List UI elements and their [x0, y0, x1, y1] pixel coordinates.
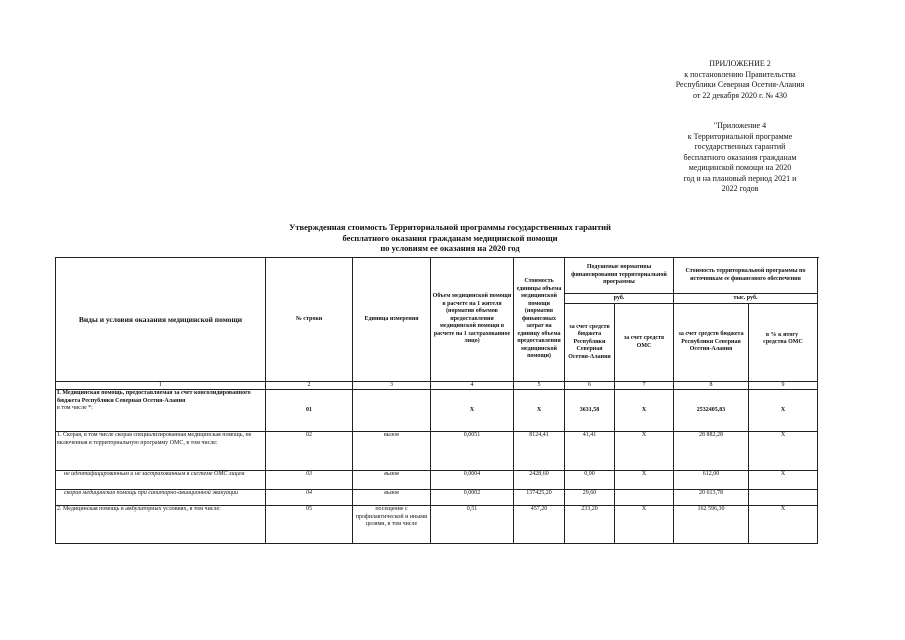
header-cost-program: Стоимость территориальной программы по источникам ее финансового обеспечения: [674, 258, 818, 294]
column-number: 3: [353, 382, 431, 390]
row-unit: вызов: [353, 432, 431, 471]
row-unit: [353, 390, 431, 432]
row-oms: X: [615, 390, 674, 432]
appendix-4-line: медицинской помощи на 2020: [688, 163, 792, 172]
row-volume: 0,0004: [431, 471, 514, 490]
header-volume: Объем медицинской помощи в расчете на 1 жителя (норматив объемов предоставления медицинской помощи в расчете на 1 застрахованное лицо): [431, 258, 514, 382]
appendix-4-line: год и на плановый период 2021 и: [683, 173, 797, 183]
row-budget-total: 28 882,28: [674, 432, 749, 471]
table-row: [56, 490, 818, 506]
row-budget: 0,90: [565, 471, 615, 490]
header-oms-funds: за счет средств ОМС: [615, 304, 674, 382]
row-budget: 29,60: [565, 490, 615, 506]
row-name: 2. Медицинская помощь в амбулаторных условиях, в том числе:: [56, 506, 266, 544]
appendix-4-line: государственных гарантий: [694, 142, 786, 151]
appendix-2-block: [640, 59, 840, 101]
column-number: 2: [266, 382, 353, 390]
title-line: Утвержденная стоимость Территориальной программы государственных гарантий: [289, 222, 611, 232]
row-budget: 41,41: [565, 432, 615, 471]
row-unit: вызов: [353, 490, 431, 506]
table-header-row: [56, 258, 818, 294]
table-row: [56, 506, 818, 544]
row-no: 01: [266, 390, 353, 432]
appendix-4-block: [640, 121, 840, 195]
row-volume: X: [431, 390, 514, 432]
row-oms-total: [749, 490, 818, 506]
header-thous-rub: тыс. руб.: [674, 294, 818, 304]
column-number: 6: [565, 382, 615, 390]
header-per-capita: Подушевые нормативы финансирования территориальной программы: [565, 258, 674, 294]
appendix-4-line: бесплатного оказания гражданам: [683, 152, 797, 162]
header-row-no: № строки: [266, 258, 353, 382]
header-kind: Виды и условия оказания медицинской помощи: [56, 258, 266, 382]
column-number: 8: [674, 382, 749, 390]
row-no: 04: [266, 490, 353, 506]
row-budget-total: 162 596,30: [674, 506, 749, 544]
row-cost: X: [514, 390, 565, 432]
row-budget: 3631,58: [565, 390, 615, 432]
header-rub: руб.: [565, 294, 674, 304]
row-volume: 0,0051: [431, 432, 514, 471]
row-no: 02: [266, 432, 353, 471]
row-no: 03: [266, 471, 353, 490]
header-oms-total: средства ОМС: [749, 304, 818, 382]
cost-table: [55, 257, 818, 544]
table-row: [56, 471, 818, 490]
row-oms-total: X: [749, 506, 818, 544]
column-numbers-row: [56, 382, 818, 390]
header-cost-unit: Стоимость единицы объема медицинской помощи (норматив финансовых затрат на единицу объема предоставления медицинской помощи): [514, 258, 565, 382]
header-percent: в % к итогу: [765, 332, 799, 338]
row-name: скорая медицинская помощь при санитарно-авиационной эвакуации: [56, 490, 266, 506]
row-name: [56, 390, 266, 432]
row-name: не идентифицированным и не застрахованным в системе ОМС лицам: [56, 471, 266, 490]
column-number: 7: [615, 382, 674, 390]
row-oms: X: [615, 506, 674, 544]
appendix-2-line: к постановлению Правительства: [684, 69, 796, 79]
row-oms-total: X: [749, 390, 818, 432]
title-line: по условиям ее оказания на 2020 год: [380, 243, 520, 253]
row-unit: посещение с профилактической и иными целями, в том числе: [353, 506, 431, 544]
header-budget: за счет средств бюджета Республики Северная Осетия-Алания: [565, 304, 615, 382]
appendix-2-line: от 22 декабря 2020 г. № 430: [692, 90, 788, 100]
row-name-main: I. Медицинская помощь, предоставляемая за счет консолидированного бюджета Республики Северная Осетия-Алания: [57, 390, 251, 404]
appendix-4-line: к Территориальной программе: [687, 131, 793, 141]
row-budget-total: 612,00: [674, 471, 749, 490]
row-budget-total: 2532405,83: [674, 390, 749, 432]
appendix-2-title: ПРИЛОЖЕНИЕ 2: [709, 59, 771, 68]
row-volume: 0,0002: [431, 490, 514, 506]
appendix-4-line: "Приложение 4: [713, 121, 767, 130]
row-volume: 0,51: [431, 506, 514, 544]
row-name: 1. Скорая, в том числе скорая специализированная медицинская помощь, не включенная в территориальную программу ОМС, в том числе:: [56, 432, 266, 471]
column-number: 9: [749, 382, 818, 390]
row-cost: 137425,20: [514, 490, 565, 506]
row-no: 05: [266, 506, 353, 544]
appendix-4-line: 2022 годов: [721, 184, 759, 193]
document-title: [210, 222, 690, 254]
table-row: [56, 390, 818, 432]
row-oms-total: X: [749, 432, 818, 471]
appendix-2-line: Республики Северная Осетия-Алания: [675, 80, 805, 89]
column-number: 1: [56, 382, 266, 390]
column-number: 4: [431, 382, 514, 390]
row-cost: 457,20: [514, 506, 565, 544]
header-budget-total: за счет средств бюджета Республики Северная Осетия-Алания: [674, 304, 749, 382]
row-oms-total: X: [749, 471, 818, 490]
header-unit: Единица измерения: [353, 258, 431, 382]
row-oms: [615, 490, 674, 506]
row-budget: 233,20: [565, 506, 615, 544]
row-unit: вызов: [353, 471, 431, 490]
title-line: бесплатного оказания гражданам медицинской помощи: [342, 232, 558, 243]
row-oms: X: [615, 471, 674, 490]
row-name-sub: в том числе *:: [57, 405, 93, 411]
row-cost: 2428,60: [514, 471, 565, 490]
row-budget-total: 20 613,78: [674, 490, 749, 506]
table-row: [56, 432, 818, 471]
row-cost: 8124,41: [514, 432, 565, 471]
row-oms: X: [615, 432, 674, 471]
column-number: 5: [514, 382, 565, 390]
